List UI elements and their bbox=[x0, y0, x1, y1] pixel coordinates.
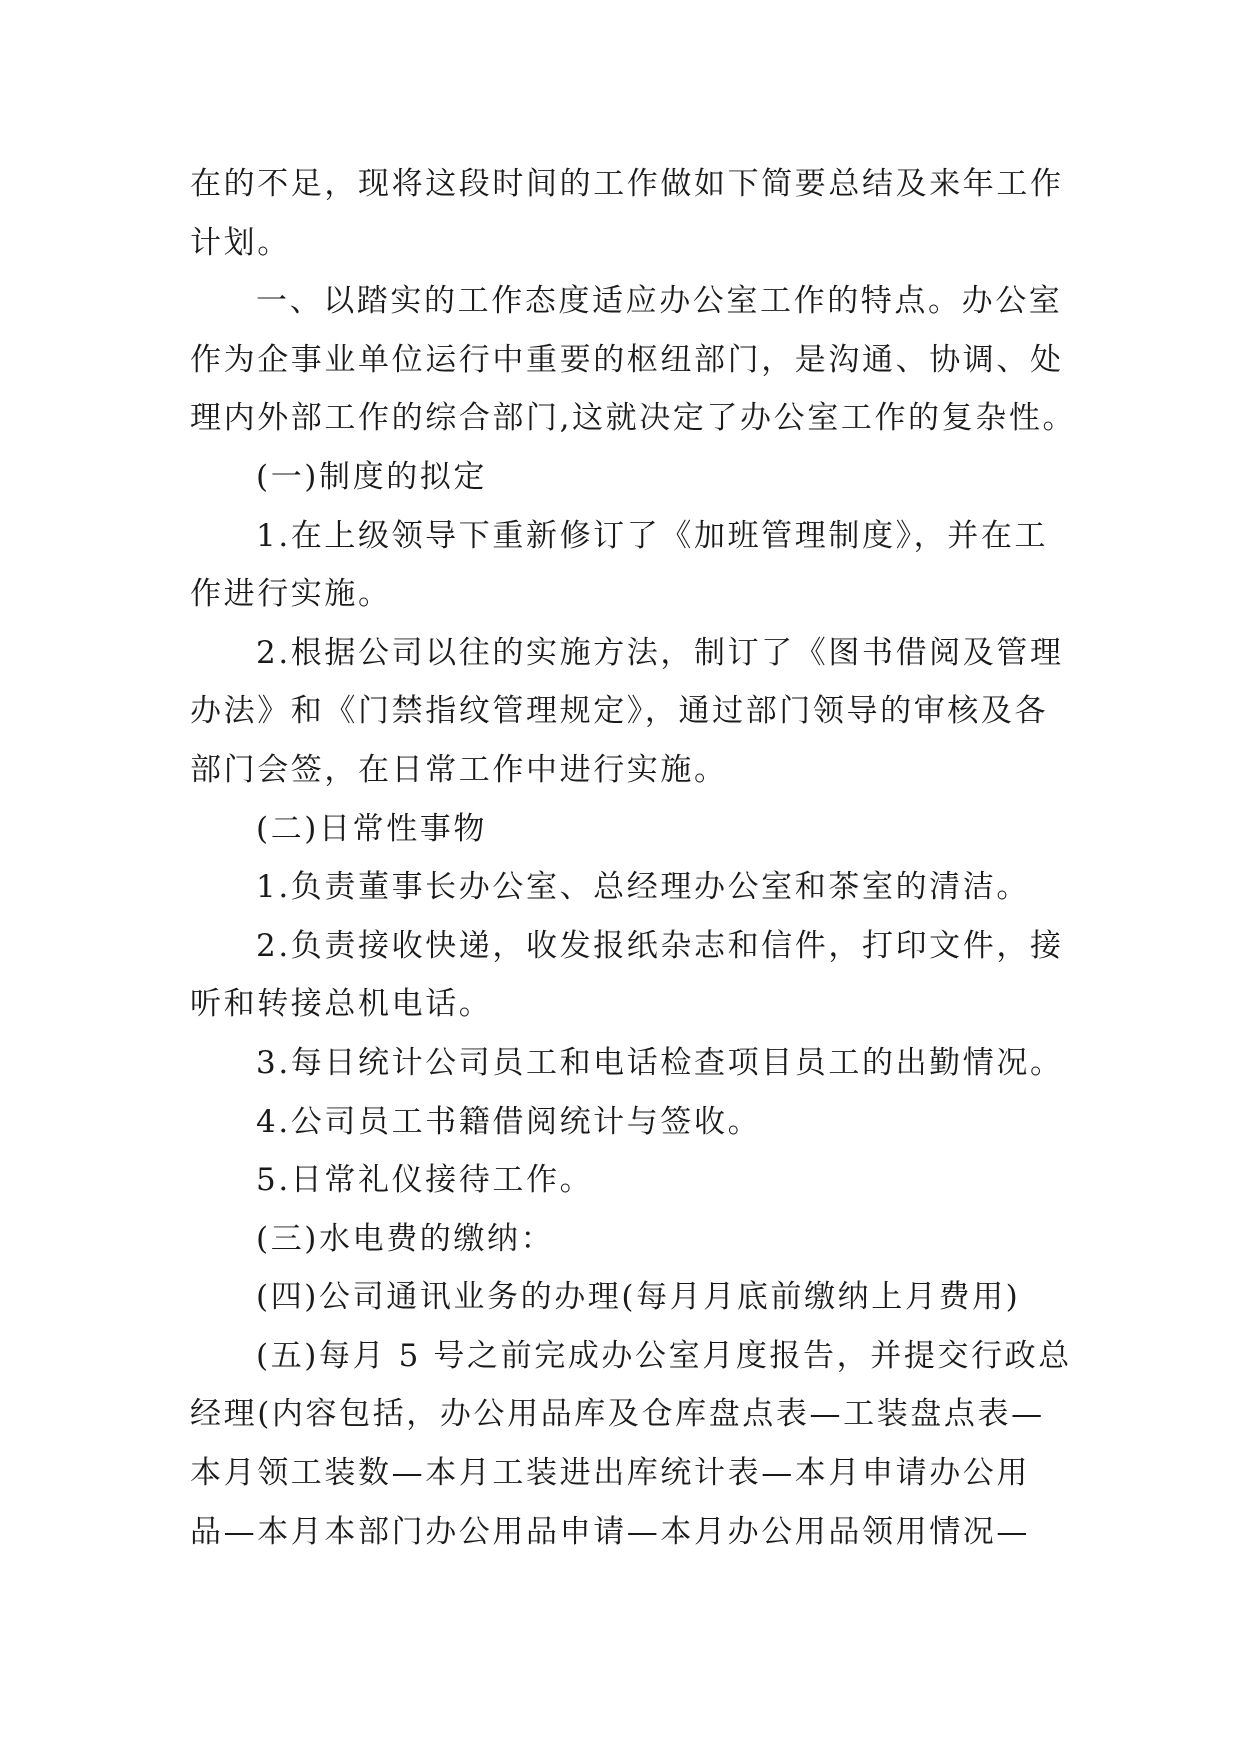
list-item: 2.根据公司以往的实施方法，制订了《图书借阅及管理 bbox=[256, 634, 1064, 671]
text-line: 办法》和《门禁指纹管理规定》，通过部门领导的审核及各 bbox=[190, 693, 1049, 730]
text-line: 作进行实施。 bbox=[190, 576, 392, 613]
list-item: 2.负责接收快递，收发报纸杂志和信件，打印文件，接 bbox=[256, 927, 1064, 964]
text-line: 理内外部工作的综合部门,这就决定了办公室工作的复杂性。 bbox=[190, 400, 1077, 437]
list-item: 4.公司员工书籍借阅统计与签收。 bbox=[256, 1103, 762, 1140]
list-item: 1.在上级领导下重新修订了《加班管理制度》，并在工 bbox=[256, 517, 1049, 554]
text-line: 在的不足，现将这段时间的工作做如下简要总结及来年工作 bbox=[190, 166, 1064, 202]
text-line: 部门会签，在日常工作中进行实施。 bbox=[190, 751, 728, 788]
text-line: 经理(内容包括，办公用品库及仓库盘点表—工装盘点表— bbox=[190, 1396, 1045, 1433]
text-line: 作为企事业单位运行中重要的枢纽部门，是沟通、协调、处 bbox=[190, 341, 1064, 378]
list-item: 3.每日统计公司员工和电话检查项目员工的出勤情况。 bbox=[256, 1044, 1064, 1081]
subsection-heading-system: (一)制度的拟定 bbox=[256, 458, 487, 495]
text-line: 计划。 bbox=[190, 224, 291, 261]
subsection-heading-telecom: (四)公司通讯业务的办理(每月月底前缴纳上月费用) bbox=[256, 1279, 1021, 1316]
text-line: 听和转接总机电话。 bbox=[190, 986, 493, 1023]
text-line: 本月领工装数—本月工装进出库统计表—本月申请办公用 bbox=[190, 1455, 1030, 1492]
document-body bbox=[190, 155, 1077, 1561]
section-heading-1: 一、以踏实的工作态度适应办公室工作的特点。办公室 bbox=[256, 283, 1063, 320]
subsection-heading-utilities: (三)水电费的缴纳： bbox=[256, 1220, 555, 1257]
subsection-heading-daily-affairs: (二)日常性事物 bbox=[256, 810, 487, 847]
list-item: 1.负责董事长办公室、总经理办公室和茶室的清洁。 bbox=[256, 869, 1030, 906]
text-line: 品—本月本部门办公用品申请—本月办公用品领用情况— bbox=[190, 1513, 1030, 1550]
subsection-heading-monthly-report: (五)每月 5 号之前完成办公室月度报告，并提交行政总 bbox=[256, 1337, 1072, 1374]
list-item: 5.日常礼仪接待工作。 bbox=[256, 1162, 594, 1199]
